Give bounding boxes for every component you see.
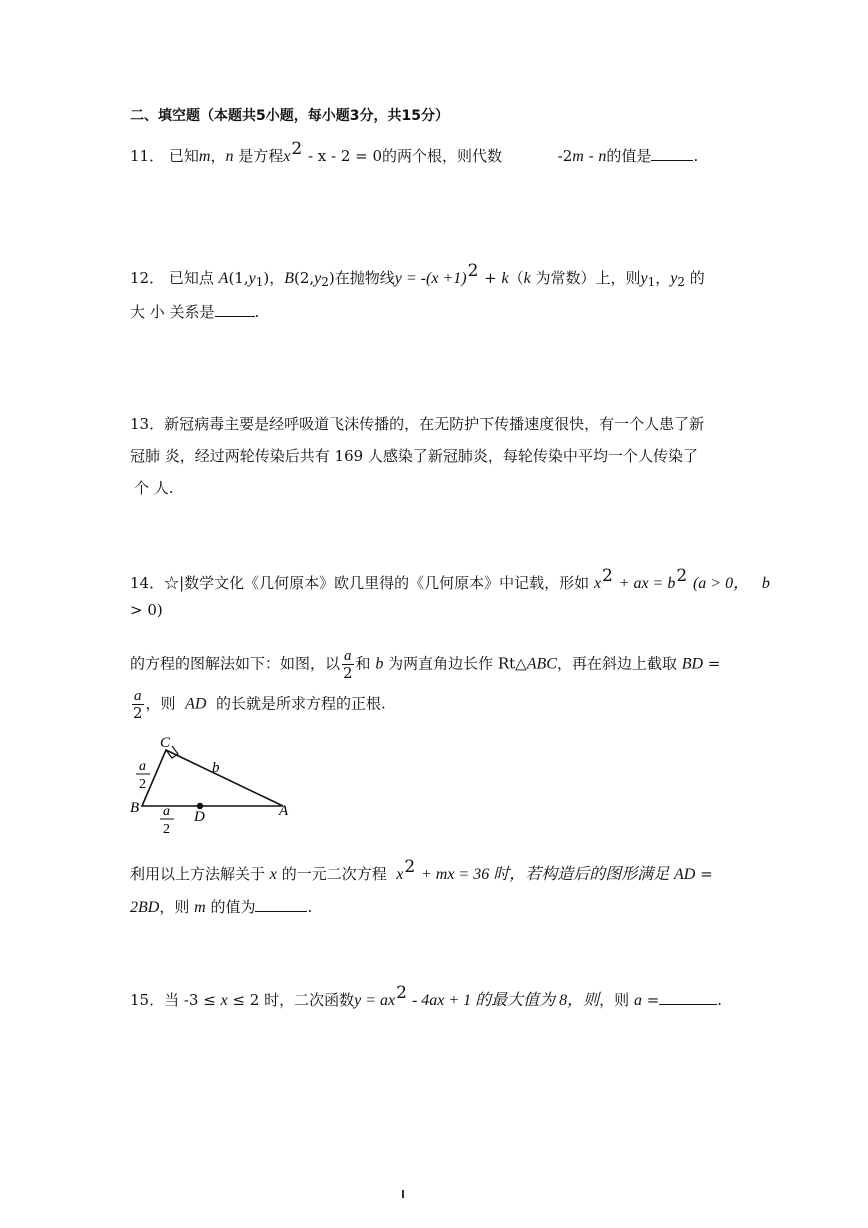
q12-number: 12． (130, 269, 165, 287)
q15-text: - 4ax + 1 的最大值为 8，则 (407, 992, 600, 1009)
q14-text: ，则 (145, 694, 176, 713)
label-side-b: b (212, 760, 220, 776)
q11-period: . (693, 147, 699, 165)
q14-answer-blank[interactable] (255, 897, 307, 912)
q14-text: 利用以上方法解关于 (130, 865, 266, 883)
q14-text: ，则 (159, 898, 190, 916)
q14-frac-numerator: a (344, 648, 352, 664)
question-15: 15．当 -3 ≤ x ≤ 2 时，二次函数y = ax2 - 4ax + 1 的最大值为 8，则，则 a = . (130, 983, 723, 1009)
q14-var-x: x (269, 866, 277, 883)
question-14-line-1 (130, 566, 770, 594)
q11-text: ， (210, 147, 226, 165)
question-13-line-2: 冠肺 炎，经过两轮传染后共有 169 人感染了新冠肺炎，每轮传染中平均一个人传染了 (130, 447, 698, 465)
question-13-line-1: 13．新冠病毒主要是经呼吸道飞沫传播的，在无防护下传播速度很快，有一个人患了新 (130, 415, 705, 433)
q14-var-b: b (761, 575, 770, 592)
q14-text: 的方程的图解法如下：如图，以 (130, 654, 341, 673)
q12-var-k: k (523, 270, 531, 287)
q14-text: ，再在斜边上截取 (556, 654, 677, 673)
label-b-vertex: B (130, 800, 140, 816)
q14-var-b: b (375, 655, 384, 673)
label-bd-den: 2 (163, 822, 170, 837)
page-number-mark (402, 1190, 404, 1198)
q14-exponent: 2 (404, 857, 416, 877)
q14-condition: (a > 0， (692, 575, 750, 592)
q12-text: )在抛物线 (328, 269, 395, 287)
q12-text: )， (263, 269, 285, 287)
q12-subscript: 2 (321, 275, 329, 289)
q12-period: . (254, 303, 260, 321)
q14-var-x: x (396, 866, 404, 883)
q11-text: - x - 2 = 0的两个根，则代数 (303, 147, 503, 165)
q12-text: 已知点 (168, 269, 219, 287)
q12-text: （ (508, 269, 524, 287)
q12-text: (2, (294, 269, 315, 287)
q14-segment-bd: BD (681, 655, 704, 673)
q11-text: - (583, 147, 599, 165)
q14-frac-denominator: 2 (132, 704, 143, 722)
question-12-line-2 (130, 302, 259, 322)
q14-fraction-a-over-2 (342, 648, 354, 681)
q12-var-y: y (640, 270, 648, 287)
q14-equals: = (700, 865, 713, 883)
q12-text: 为常数）上，则 (530, 269, 641, 287)
q14-equals: = (707, 654, 721, 673)
q14-text: + mx = 36 时，若构造后的图形满足 (420, 866, 670, 883)
q11-exponent: 2 (291, 139, 303, 159)
q14-text: 和 (355, 654, 371, 673)
q14-text: 的长就是所求方程的正根. (215, 694, 386, 713)
q14-segment-2bd: 2BD (130, 899, 160, 916)
label-side-a-den: 2 (139, 777, 146, 792)
q14-text: 为两直角边长作 Rt△ (388, 654, 527, 673)
q11-number: 11． (130, 147, 165, 165)
q14-segment-ad: AD (674, 866, 696, 883)
q11-var-m: m (572, 148, 584, 165)
question-14-line-2: > 0) (130, 601, 163, 619)
q15-answer-blank[interactable] (659, 990, 717, 1005)
question-13-line-3: 个 人. (134, 479, 174, 497)
label-c: C (160, 735, 171, 751)
q14-fraction-a-over-2 (132, 688, 144, 721)
q12-subscript: 1 (647, 275, 656, 289)
right-triangle-figure (128, 734, 298, 838)
q14-var-b: b (667, 575, 676, 592)
q15-text: = (641, 991, 660, 1009)
question-14-line-5 (130, 857, 713, 885)
q11-text: 的值是 (606, 147, 652, 165)
q12-equation: y = -(x +1) (394, 270, 467, 287)
q11-var-n: n (598, 148, 607, 165)
q14-var-x: x (593, 575, 602, 592)
q15-var-x: x (220, 992, 228, 1009)
q15-var-a: a (633, 992, 642, 1009)
q12-exponent: 2 (467, 261, 479, 281)
q14-text: 的一元二次方程 (281, 865, 387, 883)
q12-subscript: 1 (255, 275, 264, 289)
q14-period: . (307, 898, 313, 916)
q14-triangle-name: ABC (526, 655, 557, 673)
triangle-outline (142, 750, 283, 806)
question-12 (130, 261, 705, 289)
question-11 (130, 139, 699, 167)
question-14-line-3 (130, 648, 720, 681)
q12-answer-blank[interactable] (215, 302, 255, 317)
q12-var-y: y (670, 270, 678, 287)
q15-text: ≤ 2 时，二次函数 (227, 991, 355, 1009)
label-d: D (194, 809, 205, 825)
q14-frac-denominator: 2 (342, 664, 353, 682)
q11-text: 已知 (168, 147, 199, 165)
q14-frac-numerator: a (134, 688, 142, 704)
label-bd-num: a (163, 804, 170, 819)
q14-exponent: 2 (602, 566, 613, 586)
q11-var-m: m (198, 148, 211, 165)
q12-text: ， (655, 269, 671, 287)
q15-text: 15．当 -3 ≤ (130, 991, 221, 1009)
label-a-vertex: A (279, 803, 289, 819)
q15-exponent: 2 (396, 983, 407, 1003)
q14-text: 的值为 (210, 898, 256, 916)
q12-var-y: y (314, 270, 322, 287)
q12-point-b: B (284, 270, 294, 287)
q14-equation: + ax = (618, 575, 668, 592)
q11-text: -2 (557, 147, 573, 165)
q11-text: 是方程 (233, 147, 284, 165)
q12-text: + (479, 269, 502, 287)
q14-text: 14．☆|数学文化《几何原本》欧几里得的《几何原本》中记载，形如 (130, 574, 590, 592)
question-14-line-6 (130, 897, 312, 918)
q14-exponent: 2 (676, 566, 688, 586)
q11-var-n: n (225, 148, 234, 165)
q14-var-m-display: m (194, 899, 206, 916)
question-14-line-4 (130, 688, 386, 721)
section-heading: 二、填空题（本题共5小题，每小题3分，共15分） (130, 108, 449, 124)
q12-var-k: k (501, 270, 509, 287)
q15-equation: y = ax (354, 992, 396, 1009)
q12-subscript: 2 (677, 275, 686, 289)
q12-var-y: y (248, 270, 256, 287)
q12-point-a: A (218, 270, 229, 287)
q15-period: . (717, 991, 723, 1009)
label-side-a-num: a (139, 759, 146, 774)
q12-text: 大 小 关系是 (130, 303, 215, 321)
q11-answer-blank[interactable] (651, 146, 693, 161)
q12-text: (1, (228, 269, 249, 287)
q12-text: 的 (685, 269, 705, 287)
q14-segment-ad: AD (185, 695, 207, 713)
q11-var-x: x (283, 148, 291, 165)
